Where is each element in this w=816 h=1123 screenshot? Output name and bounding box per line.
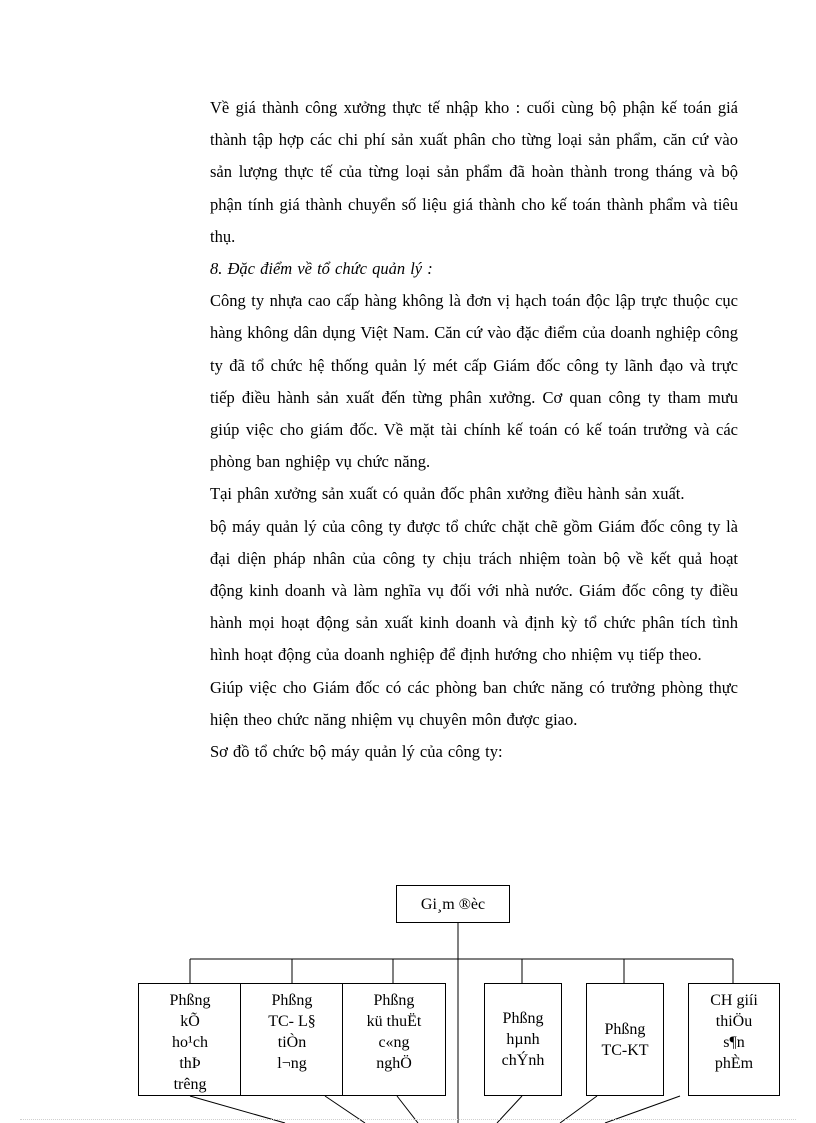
paragraph-workshop: Tại phân xưởng sản xuất có quản đốc phân xưởng điều hành sản xuất. — [210, 484, 685, 504]
dept-box-administration: Phßng hµnh chÝnh — [484, 983, 562, 1096]
paragraph-departments: Giúp việc cho Giám đốc có các phòng ban chức năng có trưởng phòng thực hiện theo chức năng nhiệm vụ chuyên môn được giao. — [210, 677, 738, 729]
dept-box-showroom: CH giíi thiÖu s¶n phÈm — [688, 983, 780, 1096]
section-heading-management: 8. Đặc điểm về tổ chức quản lý : — [210, 259, 433, 279]
director-box: Gi¸m ®èc — [396, 885, 510, 923]
dept-box-technology: Phßng kü thuËt c«ng nghÖ — [342, 983, 446, 1096]
dept-box-planning-market: Phßng kÕ ho¹ch thÞ trêng — [138, 983, 242, 1096]
dept-box-finance-accounting: Phßng TC-KT — [586, 983, 664, 1096]
paragraph-chart-caption: Sơ đồ tổ chức bộ máy quản lý của công ty: — [210, 742, 503, 762]
page-bottom-rule — [20, 1119, 796, 1120]
body-text — [210, 92, 738, 768]
paragraph-management-apparatus: bộ máy quản lý của công ty được tổ chức chặt chẽ gồm Giám đốc công ty là đại diện pháp nhân của công ty chịu trách nhiệm toàn bộ về kết quả hoạt động kinh doanh và làm nghĩa vụ đối với nhà nước. Giám đốc công ty điều hành mọi hoạt động sản xuất kinh doanh và định kỳ tổ chức phân tích tình hình hoạt động của doanh nghiệp để định hướng cho nhiệm vụ tiếp theo. — [210, 516, 738, 665]
paragraph-company-structure: Công ty nhựa cao cấp hàng không là đơn vị hạch toán độc lập trực thuộc cục hàng không dân dụng Việt Nam. Căn cứ vào đặc điểm của doanh nghiệp công ty đã tổ chức hệ thống quản lý mét cấp Giám đốc công ty lãnh đạo và trực tiếp điều hành sản xuất đến từng phân xưởng. Cơ quan công ty tham mưu giúp việc cho giám đốc. Về mặt tài chính kế toán có kế toán trưởng và các phòng ban nghiệp vụ chức năng. — [210, 291, 738, 472]
paragraph-cost-price: Về giá thành công xưởng thực tế nhập kho : cuối cùng bộ phận kế toán giá thành tập hợp các chi phí sản xuất phân cho từng loại sản phẩm, căn cứ vào sản lượng thực tế của từng loại sản phẩm đã hoàn thành trong tháng và bộ phận tính giá thành chuyển số liệu giá thành cho kế toán thành phẩm và tiêu thụ. — [210, 98, 738, 246]
dept-box-personnel-wages: Phßng TC- L§ tiÒn l¬ng — [240, 983, 344, 1096]
